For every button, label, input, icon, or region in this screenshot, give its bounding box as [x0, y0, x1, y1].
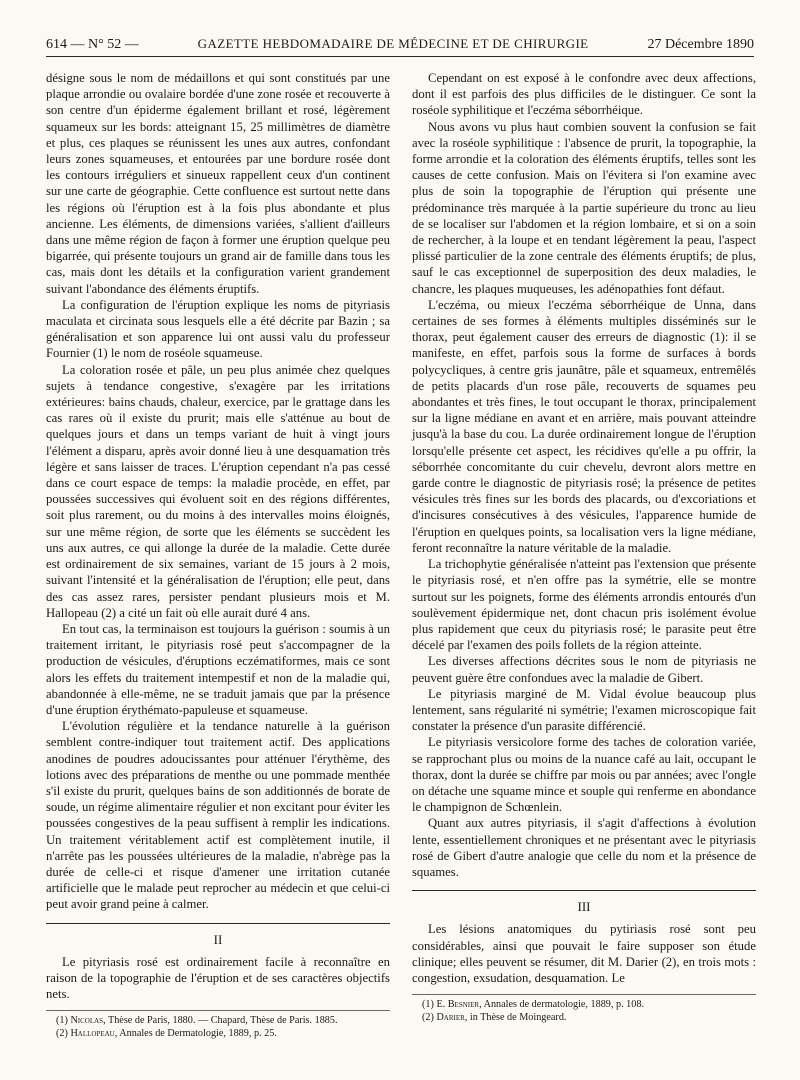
- paragraph: La trichophytie généralisée n'atteint pas l'extension que présente le pityriasis rosé, et n'en offre pas la symétrie, elle se montre surtout sur les poignets, forme des éléments arrondis entourés d'un soulèvement épidermique net, dont chacun pris isolément évolue plus rapidement que ceux du pityriasis rosé; le parasite peut être décelé par l'examen des poils follets de la région atteinte.: [412, 557, 756, 653]
- issue-date: 27 Décembre 1890: [647, 37, 754, 52]
- footnotes: [46, 1010, 390, 1040]
- paragraph: Les lésions anatomiques du pytiriasis rosé sont peu considérables, ainsi que pouvait le faire supposer son étude clinique; elles peuvent se résumer, dit M. Darier (2), en trois mots : congestion, exsudation, desquamation. Le: [412, 922, 756, 985]
- section-heading: III: [412, 890, 756, 915]
- paragraph: Les diverses affections décrites sous le nom de pityriasis ne peuvent guère être confondues avec la maladie de Gibert.: [412, 654, 756, 685]
- paragraph: L'eczéma, ou mieux l'eczéma séborrhéique de Unna, dans certaines de ses formes à éléments multiples disséminés sur le thorax, peut également causer des erreurs de diagnostic (1): il se manifeste, en effet, parfois sous la forme de surfaces à bords polycycliques, à centre gris jaunâtre, pâle et squameux, entremêlés de petits placards d'un rose pâle, recouverts de squames peu abondantes et très fines, le tout occupant le thorax, principalement sur la ligne médiane en avant et en arrière, mais pouvant atteindre jusqu'à la base du cou. La durée ordinairement longue de l'éruption lorsqu'elle présente cet aspect, les récidives qu'elle a pu offrir, la séborrhée concomitante du cuir chevelu, devront alors mettre en garde contre le diagnostic de pityriasis rosé; la présence de petites vésicules très fines sur les bords des placards, ou d'excoriations et d'incisures consécutives à des vésicules, l'apparence humide de l'éruption en quelques points, sa localisation vers la ligne médiane, feront reconnaître la nature véritable de la maladie.: [412, 297, 756, 555]
- paragraph: Le pityriasis versicolore forme des taches de coloration variée, se rapprochant plus ou moins de la nuance café au lait, occupant le thorax, dont la durée se chiffre par mois ou par années; avec l'ongle on détache une squame mince et souple qui renferme en abondance le champignon de Schœnlein.: [412, 735, 756, 815]
- left-column: [46, 70, 390, 1040]
- paragraph: Quant aux autres pityriasis, il s'agit d'affections à évolution lente, essentiellement chroniques et ne présentant avec le pityriasis rosé de Gibert d'autre analogie que celle du nom et la présence de squames.: [412, 816, 756, 879]
- footnote-text: , Annales de dermatologie, 1889, p. 108.: [479, 999, 645, 1011]
- footnote-author: E. Besnier: [436, 999, 480, 1011]
- page-number: 614 — N° 52 —: [46, 37, 139, 52]
- paragraph: La configuration de l'éruption explique les noms de pityriasis maculata et circinata sous lesquels elle a été décrite par Bazin ; sa généralisation et son apparence lui ont aussi valu du professeur Fournier (1) le nom de roséole squameuse.: [46, 297, 390, 361]
- footnote: (1) Nicolas, Thèse de Paris, 1880. — Chapard, Thèse de Paris. 1885.: [56, 1015, 338, 1027]
- footnote-author: Nicolas: [70, 1015, 104, 1027]
- running-header: [46, 36, 754, 57]
- footnote: (1) E. Besnier, Annales de dermatologie, 1889, p. 108.: [422, 999, 645, 1011]
- paragraph: Cependant on est exposé à le confondre avec deux affections, dont il est parfois des plus difficiles de le distinguer. Ce sont la roséole syphilitique et l'eczéma séborrhéique.: [412, 71, 756, 118]
- footnote-author: Darier: [436, 1012, 465, 1024]
- footnote: (2) Hallopeau, Annales de Dermatologie, 1889, p. 25.: [56, 1028, 277, 1040]
- footnote-text: , Annales de Dermatologie, 1889, p. 25.: [114, 1028, 277, 1040]
- paragraph: désigne sous le nom de médaillons et qui sont constitués par une plaque arrondie ou ovalaire bordée d'une zone rosée et recouverte à son centre d'un épiderme également brillant et rosé, légèrement squameux sur les bords: atteignant 15, 25 millimètres de diamètre et plus, ces plaques se réunissent les unes aux autres, confondant leurs zones squameuses, et entourées par une bordure rosée dont les contours irréguliers et sinueux rappellent ceux d'un continent sur une carte de géographie. Cette confluence est surtout nette dans les régions où l'éruption est à la fois plus abondante et plus ancienne. Les éléments, de dimensions variées, s'allient d'ailleurs dans une même région de façon à former une éruption quelque peu bigarrée, qui présente toujours un grand air de famille dans tous les cas, mais dont les détails et la configuration varient grandement suivant l'abondance des éléments éruptifs.: [46, 71, 390, 296]
- paragraph: La coloration rosée et pâle, un peu plus animée chez quelques sujets à tendance congestive, s'exagère par les irritations extérieures: bains chauds, chaleur, exercice, par le grattage dans les cas rares où il existe du prurit; mais elle s'atténue au bout de quelques jours et dans un temps variant de huit à vingt jours l'élément a disparu, après avoir donné lieu à une desquamation très légère et sans laisser de traces. L'éruption cependant n'a pas cessé dans ce court espace de temps: la maladie procède, en effet, par poussées successives qui évoluent soit en des régions différentes, soit plus rarement, ou du moins à des intervalles moins éloignés, sur une même région, de sorte que les éléments se succèdent les uns aux autres, ce qui allonge la durée de la maladie. Cette durée est ordinairement de six semaines, variant de 15 jours à 2 mois, suivant l'intensité et la généralisation de l'éruption; elle peut, dans des cas assez rares, persister pendant plusieurs mois et M. Hallopeau (2) a cité un fait où elle aurait duré 4 ans.: [46, 362, 390, 620]
- paragraph: Le pityriasis rosé est ordinairement facile à reconnaître en raison de la topographie de l'éruption et de ses caractères objectifs nets.: [46, 954, 390, 1002]
- paragraph: L'évolution régulière et la tendance naturelle à la guérison semblent contre-indiquer tout traitement actif. Des applications anodines de poudres adoucissantes pour atténuer l'érythème, des lotions avec des préparations de menthe ou une pommade menthée s'il existe du prurit, quelques bains de son additionnés de borate de soude, un régime alimentaire régulier et non excitant pour éviter les poussées congestives de la peau suffisent à remplir les indications. Un traitement véritablement actif est complètement inutile, il n'arrête pas les poussées ultérieures de la maladie, n'abrège pas la durée de celle-ci et risque d'amener une irritation cutanée artificielle que le malade peut reprocher au médecin et que celui-ci peut avoir grand peine à calmer.: [46, 719, 390, 912]
- journal-title: GAZETTE HEBDOMADAIRE DE MÉDECINE ET DE CHIRURGIE: [197, 36, 589, 51]
- footnote-text: , in Thèse de Moingeard.: [464, 1012, 567, 1024]
- right-column: [412, 70, 756, 1024]
- paragraph: Nous avons vu plus haut combien souvent la confusion se fait avec la roséole syphilitique : l'absence de prurit, la topographie, la forme arrondie et la coloration des éléments éruptifs, telles sont les causes de cette confusion. Mais on l'évitera si l'on examine avec plus de soin la topographie de l'éruption qui présente une prédominance très marquée à la partie supérieure du tronc au lieu de se localiser sur l'abdomen et la région lombaire, et si on a soin de rechercher, à la loupe et en tendant légèrement la peau, l'aspect plissé particulier de la zone centrale des éléments éruptifs; de plus, sauf le cas exceptionnel de superposition des deux maladies, le chancre, les plaques muqueuses, les adénopathies font défaut.: [412, 119, 756, 296]
- footnote-text: , Thèse de Paris, 1880. — Chapard, Thèse de Paris. 1885.: [103, 1015, 338, 1027]
- footnotes: [412, 994, 756, 1024]
- paragraph: Le pityriasis marginé de M. Vidal évolue beaucoup plus lentement, sans régularité ni symétrie; l'examen microscopique fait constater la présence d'un parasite différencié.: [412, 686, 756, 734]
- section-heading: II: [46, 923, 390, 948]
- paragraph: En tout cas, la terminaison est toujours la guérison : soumis à un traitement irritant, le pityriasis rosé peut s'accompagner de la production de vésicules, d'éruptions eczématiformes, mais ce sont alors les effets du traitement intempestif et non de la maladie qui, abandonnée à elle-même, ne se traduit jamais que par la présence d'une éruption érythémato-papuleuse et squameuse.: [46, 621, 390, 717]
- footnote: (2) Darier, in Thèse de Moingeard.: [422, 1012, 567, 1024]
- footnote-author: Hallopeau: [70, 1028, 115, 1040]
